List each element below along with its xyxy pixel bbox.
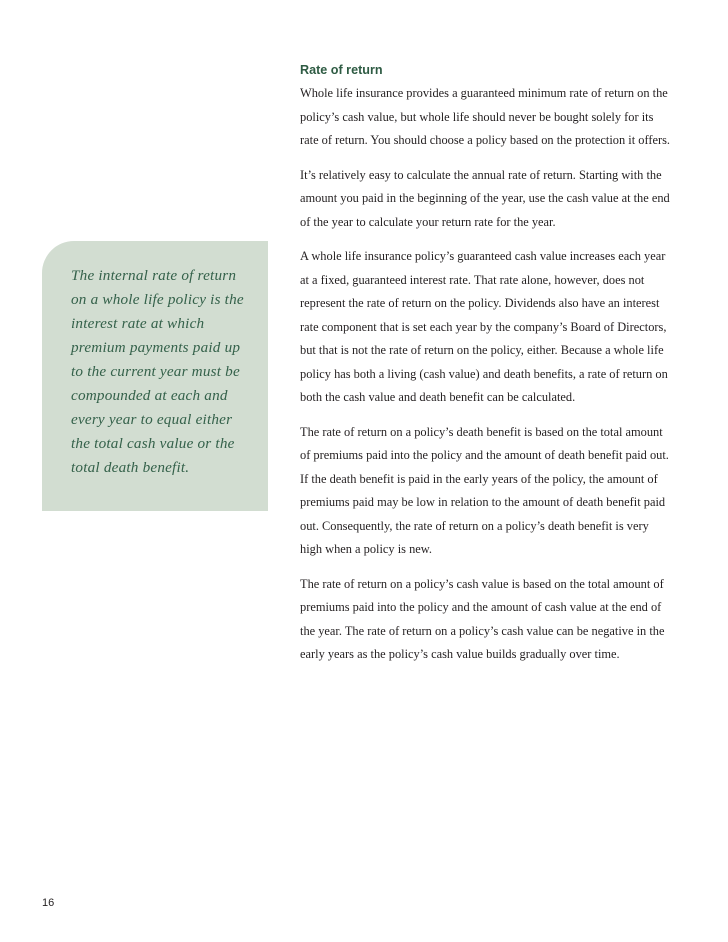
- body-paragraph: [300, 164, 690, 235]
- paragraph-line: rate component that is set each year by the company’s Board of Directors,: [300, 319, 667, 334]
- page-number: 16: [42, 897, 55, 909]
- pull-quote-line: on a whole life policy is the: [71, 291, 244, 308]
- pull-quote: [71, 264, 261, 480]
- pull-quote-line: premium payments paid up: [71, 339, 241, 356]
- section-heading: Rate of return: [300, 63, 383, 77]
- paragraph-line: of premiums paid into the policy and the amount of death benefit paid out.: [300, 448, 669, 462]
- paragraph-line: early years as the policy’s cash value builds gradually over time.: [300, 647, 620, 661]
- paragraph-line: high when a policy is new.: [300, 542, 433, 556]
- paragraph-line: policy has both a living (cash value) and death benefits, a rate of return on: [300, 366, 668, 381]
- paragraph-line: If the death benefit is paid in the early years of the policy, the amount of: [300, 471, 658, 486]
- paragraph-line: both the cash value and death benefit can be calculated.: [300, 390, 576, 404]
- paragraph-line: of the year to calculate your return rate for the year.: [300, 214, 556, 229]
- paragraph-line: at a fixed, guaranteed interest rate. That rate alone, however, does not: [300, 272, 645, 287]
- pull-quote-line: compounded at each and: [71, 387, 228, 404]
- paragraph-line: The rate of return on a policy’s cash value is based on the total amount of: [300, 576, 664, 591]
- pull-quote-line: interest rate at which: [71, 315, 205, 332]
- paragraph-line: represent the rate of return on the policy. Dividends also have an interest: [300, 296, 660, 310]
- paragraph-line: A whole life insurance policy’s guaranteed cash value increases each year: [300, 249, 666, 263]
- paragraph-line: The rate of return on a policy’s death benefit is based on the total amount: [300, 424, 663, 439]
- body-paragraph: [300, 421, 690, 562]
- body-paragraph: [300, 573, 690, 667]
- pull-quote-line: the total cash value or the: [71, 435, 235, 452]
- pull-quote-line: total death benefit.: [71, 459, 190, 476]
- paragraph-line: Whole life insurance provides a guaranteed minimum rate of return on the: [300, 86, 668, 100]
- paragraph-line: It’s relatively easy to calculate the annual rate of return. Starting with the: [300, 167, 662, 182]
- main-column: [300, 62, 690, 678]
- pull-quote-line: every year to equal either: [71, 411, 233, 428]
- pull-quote-line: to the current year must be: [71, 363, 240, 380]
- paragraph-line: but that is not the rate of return on the policy, either. Because a whole life: [300, 343, 664, 357]
- pull-quote-line: The internal rate of return: [71, 267, 237, 284]
- paragraph-line: premiums paid may be low in relation to the amount of death benefit paid: [300, 495, 666, 509]
- paragraph-line: rate of return. You should choose a policy based on the protection it offers.: [300, 133, 671, 147]
- body-paragraph: [300, 82, 690, 153]
- paragraph-line: policy’s cash value, but whole life should never be bought solely for its: [300, 109, 654, 124]
- paragraph-line: premiums paid into the policy and the amount of cash value at the end of: [300, 600, 662, 614]
- paragraph-line: out. Consequently, the rate of return on a policy’s death benefit is very: [300, 518, 649, 533]
- paragraph-line: the year. The rate of return on a policy’s cash value can be negative in the: [300, 623, 665, 638]
- paragraph-line: amount you paid in the beginning of the year, use the cash value at the end: [300, 191, 670, 205]
- body-paragraph: [300, 245, 690, 410]
